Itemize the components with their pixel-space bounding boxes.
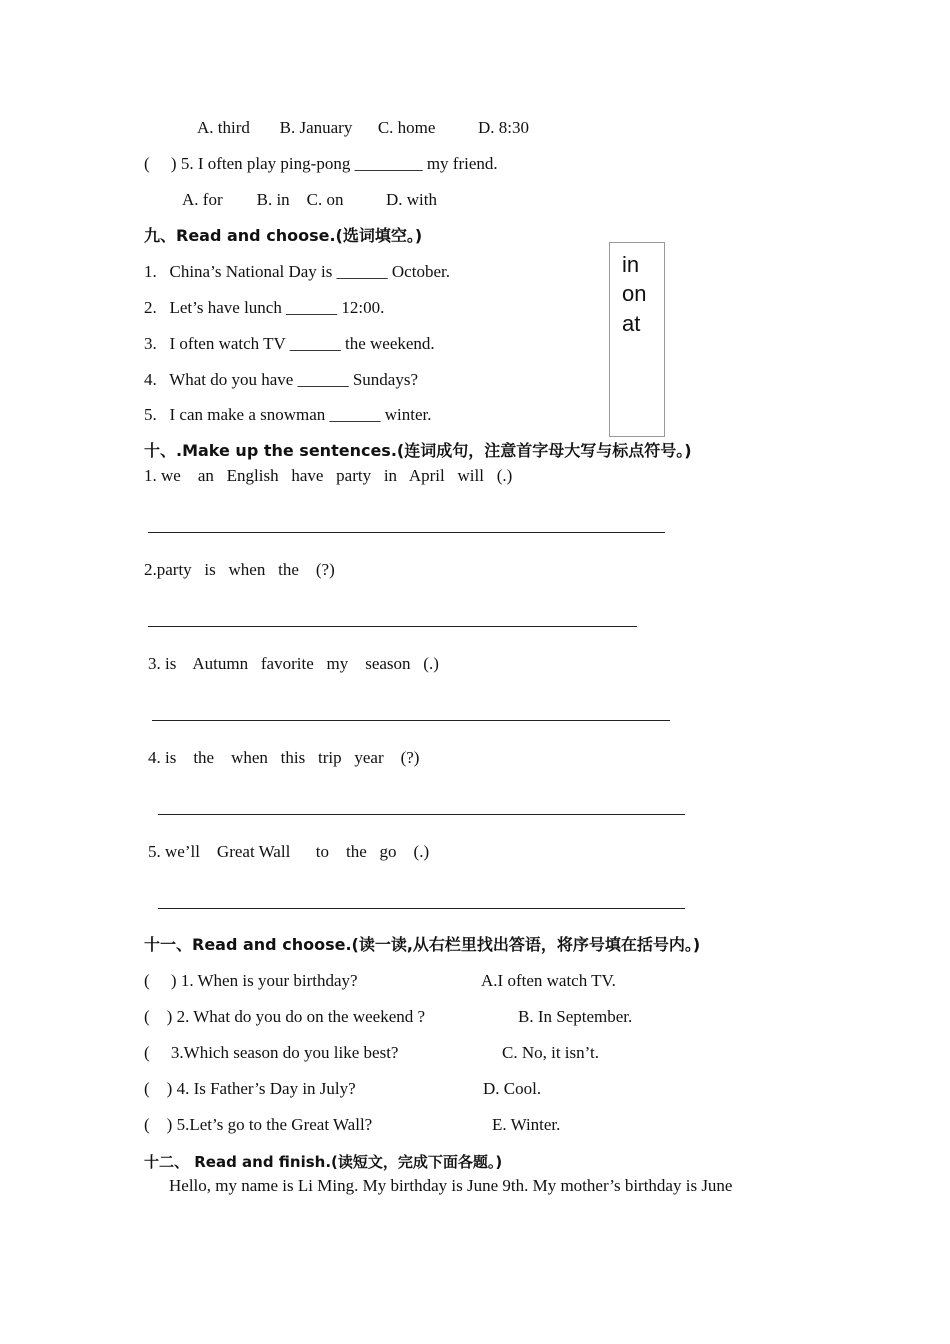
section9-title: 九、Read and choose.(选词填空。) xyxy=(144,226,423,245)
section11-question-4: ( ) 4. Is Father’s Day in July? xyxy=(144,1079,356,1098)
section10-item-3: 3. is Autumn favorite my season (.) xyxy=(148,654,439,673)
section9-item-3: 3. I often watch TV ______ the weekend. xyxy=(144,334,435,353)
word-box-on: on xyxy=(622,281,647,306)
section12-passage: Hello, my name is Li Ming. My birthday is June 9th. My mother’s birthday is June xyxy=(169,1176,733,1195)
section11-answer-a: A.I often watch TV. xyxy=(481,971,616,990)
section10-item-2: 2.party is when the (?) xyxy=(144,560,335,579)
section10-item-5: 5. we’ll Great Wall to the go (.) xyxy=(148,842,430,861)
word-box-in: in xyxy=(622,252,640,277)
answer-line-1[interactable] xyxy=(148,532,665,533)
answer-line-2[interactable] xyxy=(148,626,637,627)
section9-item-1: 1. China’s National Day is ______ October. xyxy=(144,262,450,281)
section10-title: 十、.Make up the sentences.(连词成句，注意首字母大写与标点符号。) xyxy=(144,441,692,460)
answer-line-3[interactable] xyxy=(152,720,670,721)
section11-answer-c: C. No, it isn’t. xyxy=(502,1043,599,1062)
section11-answer-e: E. Winter. xyxy=(492,1115,561,1134)
word-box-at: at xyxy=(622,311,641,336)
section11-question-3: ( 3.Which season do you like best? xyxy=(144,1043,399,1062)
section11-question-2: ( ) 2. What do you do on the weekend ? xyxy=(144,1007,426,1026)
section11-answer-d: D. Cool. xyxy=(483,1079,542,1098)
section12-title: 十二、 Read and finish.(读短文，完成下面各题。) xyxy=(144,1153,503,1171)
answer-line-4[interactable] xyxy=(158,814,685,815)
section11-question-5: ( ) 5.Let’s go to the Great Wall? xyxy=(144,1115,373,1134)
section10-item-4: 4. is the when this trip year (?) xyxy=(148,748,420,767)
section9-item-4: 4. What do you have ______ Sundays? xyxy=(144,370,419,389)
section11-question-1: ( ) 1. When is your birthday? xyxy=(144,971,358,990)
section9-item-2: 2. Let’s have lunch ______ 12:00. xyxy=(144,298,385,317)
section10-item-1: 1. we an English have party in April will (.) xyxy=(144,466,513,485)
section11-answer-b: B. In September. xyxy=(518,1007,633,1026)
section9-item-5: 5. I can make a snowman ______ winter. xyxy=(144,405,432,424)
word-box xyxy=(609,242,665,437)
q4-options: A. third B. January C. home D. 8:30 xyxy=(197,118,529,137)
answer-line-5[interactable] xyxy=(158,908,685,909)
section11-title: 十一、Read and choose.(读一读,从右栏里找出答语，将序号填在括号内。) xyxy=(144,935,701,954)
q5-question: ( ) 5. I often play ping-pong ________ my friend. xyxy=(144,154,498,173)
q5-options: A. for B. in C. on D. with xyxy=(182,190,437,209)
